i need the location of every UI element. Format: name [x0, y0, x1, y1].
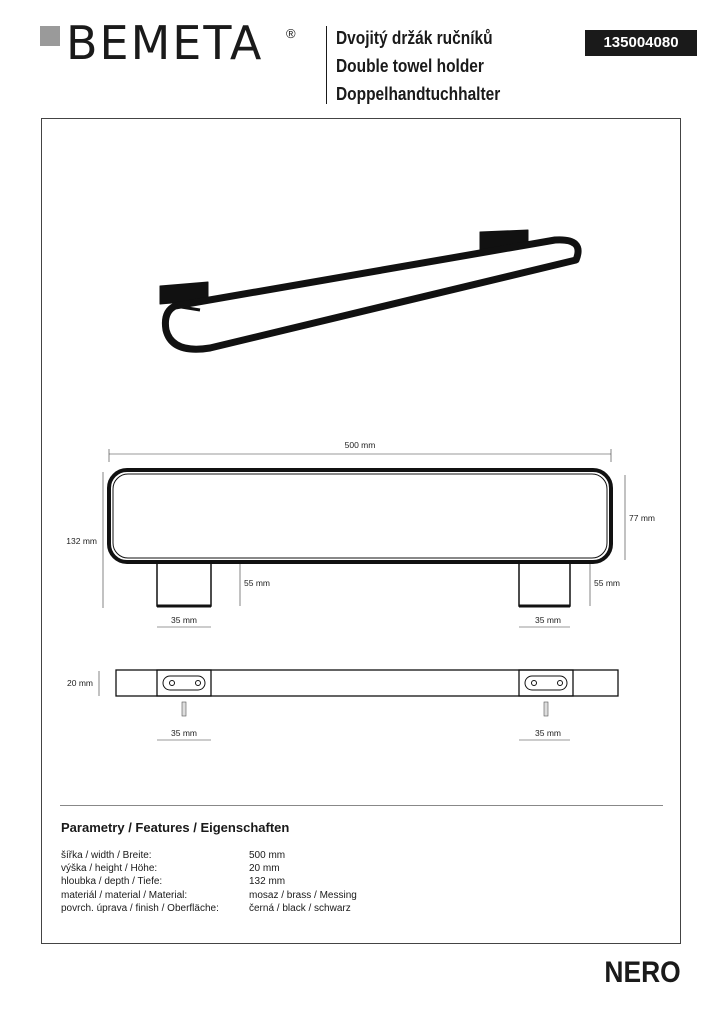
- param-value: 500 mm: [249, 850, 286, 861]
- dim-right-post: 55 mm: [594, 578, 620, 588]
- param-label: šířka / width / Breite:: [61, 850, 152, 861]
- param-value: 132 mm: [249, 876, 286, 888]
- dim-thickness: 20 mm: [67, 678, 93, 688]
- registered-mark: ®: [286, 26, 296, 41]
- param-label: povrch. úprava / finish / Oberfläche:: [61, 902, 219, 914]
- title-de: Doppelhandtuchhalter: [336, 84, 501, 104]
- param-label: hloubka / depth / Tiefe:: [61, 876, 163, 888]
- param-label: výška / height / Höhe:: [61, 863, 158, 875]
- title-cs: Dvojitý držák ručníků: [336, 28, 493, 48]
- param-value: mosaz / brass / Messing: [249, 889, 357, 901]
- section-divider: [60, 805, 663, 806]
- dim-left-post-width: 35 mm: [171, 615, 197, 625]
- series-name: NERO: [604, 956, 681, 989]
- param-value: 20 mm: [249, 863, 280, 875]
- param-label: materiál / material / Material:: [61, 889, 188, 901]
- brand-logo: BEMETA: [66, 16, 264, 70]
- top-view: [109, 470, 611, 606]
- dim-right-post-width: 35 mm: [535, 615, 561, 625]
- product-illustration: [160, 230, 578, 349]
- side-view: [116, 670, 618, 716]
- dim-left-post: 55 mm: [244, 578, 270, 588]
- dim-front-depth: 77 mm: [629, 513, 655, 523]
- param-value: černá / black / schwarz: [249, 902, 351, 914]
- dim-height: 132 mm: [66, 536, 97, 546]
- title-en: Double towel holder: [336, 56, 484, 76]
- product-code: 135004080: [585, 30, 697, 56]
- dim-right-plate: 35 mm: [535, 728, 561, 738]
- dim-left-plate: 35 mm: [171, 728, 197, 738]
- parameters-heading: Parametry / Features / Eigenschaften: [61, 820, 290, 835]
- dim-width: 500 mm: [344, 440, 376, 450]
